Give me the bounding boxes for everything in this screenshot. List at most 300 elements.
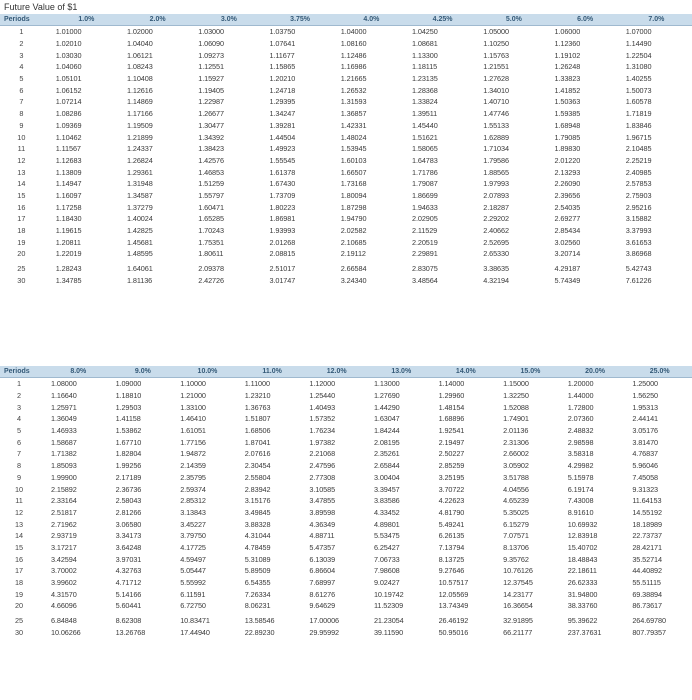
value-cell: 4.66096 [51, 601, 77, 611]
value-cell: 1.53862 [115, 426, 142, 436]
value-cell: 3.05176 [632, 426, 659, 436]
value-cell: 2.57853 [625, 179, 652, 189]
table-row [0, 120, 692, 132]
value-cell: 1.34010 [483, 85, 509, 95]
value-cell: 3.88328 [244, 519, 271, 529]
value-cell: 2.19112 [340, 249, 366, 259]
value-cell: 86.73617 [632, 601, 662, 611]
value-cell: 1.20000 [567, 379, 594, 389]
period-cell: 12 [14, 507, 24, 517]
table-row [0, 401, 692, 413]
value-cell: 2.51017 [269, 264, 296, 274]
value-cell: 1.08286 [55, 109, 82, 119]
value-cell: 3.38635 [483, 264, 509, 274]
value-cell: 1.26677 [198, 109, 224, 119]
table-row [0, 495, 692, 507]
value-cell: 1.13000 [373, 379, 400, 389]
value-cell: 2.26090 [554, 179, 581, 189]
value-cell: 1.34785 [55, 275, 82, 285]
value-cell: 6.11591 [180, 589, 206, 599]
value-cell: 1.72800 [567, 402, 594, 412]
value-cell: 1.34392 [198, 132, 224, 142]
value-cell: 11.52309 [373, 601, 404, 611]
value-cell: 1.03000 [198, 27, 224, 37]
value-cell: 1.84244 [373, 426, 400, 436]
value-cell: 3.51788 [503, 472, 529, 482]
table-row [0, 577, 692, 589]
value-cell: 1.82804 [115, 449, 142, 459]
value-cell: 1.41852 [554, 85, 581, 95]
value-cell: 3.86968 [625, 249, 652, 259]
rate-header: 12.0% [304, 366, 369, 378]
value-cell: 1.42576 [198, 155, 224, 165]
rate-header: 5.0% [478, 14, 549, 26]
value-cell: 2.02905 [411, 214, 438, 224]
value-cell: 1.12683 [55, 155, 82, 165]
value-cell: 18.18989 [632, 519, 662, 529]
value-cell: 6.84848 [51, 616, 77, 626]
value-cell: 1.06121 [126, 50, 153, 60]
rate-header: 14.0% [434, 366, 499, 378]
value-cell: 1.85093 [51, 461, 77, 471]
period-cell: 1 [16, 379, 22, 389]
value-cell: 4.36349 [309, 519, 336, 529]
value-cell: 2.95216 [625, 202, 652, 212]
value-cell: 1.39281 [269, 120, 296, 130]
value-cell: 2.07360 [567, 414, 594, 424]
value-cell: 16.36654 [503, 601, 533, 611]
value-cell: 1.83846 [625, 120, 652, 130]
rate-header: 11.0% [240, 366, 305, 378]
value-cell: 8.13725 [438, 554, 465, 564]
value-cell: 1.05101 [55, 74, 82, 84]
value-cell: 15.40702 [567, 542, 598, 552]
rate-header: 6.0% [549, 14, 620, 26]
value-cell: 1.04250 [411, 27, 438, 37]
value-cell: 2.20519 [411, 237, 438, 247]
value-cell: 1.67430 [269, 179, 296, 189]
table-row [0, 190, 692, 202]
period-cell: 5 [16, 426, 22, 436]
table-row [0, 626, 692, 638]
table-row [0, 96, 692, 108]
period-cell: 3 [16, 402, 22, 412]
value-cell: 3.79750 [180, 531, 206, 541]
value-cell: 1.26532 [340, 85, 367, 95]
value-cell: 1.89830 [554, 144, 581, 154]
value-cell: 12.05569 [438, 589, 469, 599]
value-cell: 10.06266 [51, 627, 81, 637]
period-cell: 25 [14, 616, 24, 626]
value-cell: 38.33760 [567, 601, 598, 611]
value-cell: 1.08681 [411, 39, 438, 49]
page-title: Future Value of $1 [4, 2, 78, 12]
value-cell: 1.27628 [483, 74, 509, 84]
value-cell: 1.21551 [483, 62, 509, 72]
value-cell: 4.76837 [632, 449, 659, 459]
value-cell: 1.37279 [126, 202, 153, 212]
value-cell: 1.02010 [55, 39, 82, 49]
table-row [0, 413, 692, 425]
value-cell: 2.13293 [554, 167, 581, 177]
value-cell: 6.25427 [373, 542, 400, 552]
value-cell: 2.01268 [269, 237, 296, 247]
table-row [0, 518, 692, 530]
value-cell: 69.38894 [632, 589, 662, 599]
value-cell: 2.33164 [51, 496, 77, 506]
value-cell: 5.05447 [180, 566, 206, 576]
rate-header: 13.0% [369, 366, 434, 378]
value-cell: 1.62889 [483, 132, 509, 142]
value-cell: 2.55804 [244, 472, 271, 482]
table-row [0, 378, 692, 390]
table-row [0, 49, 692, 61]
period-cell: 18 [17, 226, 26, 236]
period-cell: 19 [14, 589, 24, 599]
value-cell: 5.14166 [115, 589, 142, 599]
value-cell: 2.65330 [483, 249, 509, 259]
value-cell: 2.83942 [244, 484, 271, 494]
rate-header: 15.0% [498, 366, 563, 378]
table-row [0, 436, 692, 448]
value-cell: 1.71034 [483, 144, 509, 154]
value-cell: 1.66507 [340, 167, 367, 177]
value-cell: 2.69277 [554, 214, 581, 224]
value-cell: 1.40493 [309, 402, 336, 412]
value-cell: 13.26768 [115, 627, 146, 637]
value-cell: 21.23054 [373, 616, 404, 626]
value-cell: 1.44000 [567, 391, 594, 401]
value-cell: 1.07214 [55, 97, 82, 107]
table-row [0, 38, 692, 50]
value-cell: 28.42171 [632, 542, 662, 552]
value-cell: 2.08195 [373, 437, 400, 447]
value-cell: 4.17725 [180, 542, 206, 552]
value-cell: 2.31306 [503, 437, 529, 447]
value-cell: 1.12616 [126, 85, 153, 95]
value-cell: 2.35261 [373, 449, 400, 459]
value-cell: 1.14869 [126, 97, 153, 107]
value-cell: 2.98598 [567, 437, 594, 447]
value-cell: 1.10000 [180, 379, 206, 389]
value-cell: 2.44141 [632, 414, 659, 424]
value-cell: 1.19405 [198, 85, 224, 95]
table-row [0, 178, 692, 190]
value-cell: 2.52695 [483, 237, 509, 247]
value-cell: 2.18287 [483, 202, 509, 212]
value-cell: 3.97031 [115, 554, 142, 564]
value-cell: 17.00006 [309, 616, 340, 626]
value-cell: 3.24340 [340, 275, 367, 285]
value-cell: 1.55797 [198, 190, 224, 200]
value-cell: 1.07000 [625, 27, 652, 37]
value-cell: 1.33100 [180, 402, 206, 412]
value-cell: 1.06090 [198, 39, 224, 49]
value-cell: 3.61653 [625, 237, 652, 247]
value-cell: 1.60578 [625, 97, 652, 107]
rate-header: 1.0% [51, 14, 122, 26]
rate-header: 4.25% [407, 14, 478, 26]
period-cell: 12 [17, 155, 26, 165]
value-cell: 1.11567 [55, 144, 81, 154]
value-cell: 35.52714 [632, 554, 662, 564]
table-header-row [0, 14, 692, 26]
value-cell: 1.25971 [51, 402, 77, 412]
value-cell: 2.02582 [340, 226, 367, 236]
value-cell: 1.15927 [198, 74, 224, 84]
period-cell: 2 [19, 39, 24, 49]
value-cell: 1.23135 [411, 74, 438, 84]
value-cell: 1.14490 [625, 39, 652, 49]
value-cell: 10.19742 [373, 589, 404, 599]
value-cell: 1.13809 [55, 167, 82, 177]
rate-header: 7.0% [621, 14, 692, 26]
value-cell: 1.17166 [126, 109, 153, 119]
value-cell: 17.44940 [180, 627, 210, 637]
value-cell: 3.42594 [51, 554, 77, 564]
value-cell: 8.62308 [115, 616, 142, 626]
value-cell: 1.45440 [411, 120, 438, 130]
value-cell: 1.61051 [180, 426, 206, 436]
value-cell: 3.83586 [373, 496, 400, 506]
value-cell: 1.76234 [309, 426, 336, 436]
period-cell: 18 [14, 578, 24, 588]
table-row [0, 263, 692, 275]
period-cell: 6 [16, 437, 22, 447]
period-cell: 13 [14, 519, 24, 529]
period-cell: 8 [16, 461, 22, 471]
value-cell: 1.46933 [51, 426, 77, 436]
value-cell: 1.22019 [55, 249, 82, 259]
table-row [0, 615, 692, 627]
table-row [0, 143, 692, 155]
value-cell: 3.49845 [244, 507, 271, 517]
table-row [0, 84, 692, 96]
value-cell: 1.25440 [309, 391, 336, 401]
value-cell: 1.57352 [309, 414, 336, 424]
value-cell: 6.72750 [180, 601, 206, 611]
value-cell: 2.21068 [309, 449, 336, 459]
period-cell: 10 [14, 484, 24, 494]
value-cell: 1.22504 [625, 50, 652, 60]
value-cell: 2.48832 [567, 426, 594, 436]
table-row [0, 73, 692, 85]
value-cell: 1.08243 [126, 62, 153, 72]
value-cell: 1.06000 [554, 27, 581, 37]
rate-header: 25.0% [627, 366, 692, 378]
value-cell: 3.13843 [180, 507, 206, 517]
value-cell: 1.87298 [340, 202, 367, 212]
value-cell: 8.13706 [503, 542, 529, 552]
period-cell: 16 [17, 202, 26, 212]
value-cell: 3.37993 [625, 226, 652, 236]
value-cell: 1.04060 [55, 62, 82, 72]
value-cell: 1.55545 [269, 155, 296, 165]
value-cell: 1.49923 [269, 144, 296, 154]
table-row [0, 155, 692, 167]
value-cell: 1.73709 [269, 190, 296, 200]
table-row [0, 600, 692, 612]
value-cell: 1.55133 [483, 120, 509, 130]
value-cell: 9.02427 [373, 578, 400, 588]
value-cell: 1.41158 [115, 414, 141, 424]
value-cell: 1.42825 [126, 226, 153, 236]
value-cell: 3.34173 [115, 531, 142, 541]
value-cell: 14.23177 [503, 589, 533, 599]
value-cell: 1.28368 [411, 85, 438, 95]
value-cell: 1.79586 [483, 155, 509, 165]
value-cell: 1.24718 [269, 85, 296, 95]
value-cell: 4.71712 [115, 578, 142, 588]
value-cell: 1.20811 [55, 237, 81, 247]
value-cell: 1.71786 [411, 167, 438, 177]
value-cell: 4.31044 [244, 531, 271, 541]
rate-header: 3.75% [264, 14, 335, 26]
value-cell: 2.66002 [503, 449, 529, 459]
period-cell: 7 [19, 97, 24, 107]
value-cell: 1.99256 [115, 461, 142, 471]
value-cell: 1.16097 [55, 190, 82, 200]
value-cell: 1.33823 [554, 74, 581, 84]
value-cell: 6.26135 [438, 531, 465, 541]
value-cell: 10.76126 [503, 566, 533, 576]
value-cell: 1.10250 [483, 39, 509, 49]
value-cell: 1.86699 [411, 190, 438, 200]
value-cell: 2.15892 [51, 484, 77, 494]
value-cell: 2.54035 [554, 202, 581, 212]
table-row [0, 425, 692, 437]
value-cell: 1.28243 [55, 264, 82, 274]
value-cell: 1.20210 [269, 74, 296, 84]
table-row [0, 274, 692, 286]
table-body [0, 378, 692, 639]
value-cell: 2.17189 [115, 472, 142, 482]
value-cell: 7.26334 [244, 589, 271, 599]
value-cell: 2.09378 [198, 264, 224, 274]
value-cell: 2.01136 [503, 426, 529, 436]
table-row [0, 507, 692, 519]
value-cell: 3.20714 [554, 249, 581, 259]
value-cell: 1.14000 [438, 379, 465, 389]
value-cell: 1.29503 [115, 402, 142, 412]
value-cell: 4.32194 [483, 275, 509, 285]
value-cell: 2.59374 [180, 484, 206, 494]
value-cell: 807.79357 [632, 627, 666, 637]
value-cell: 7.61226 [625, 275, 652, 285]
value-cell: 264.69780 [632, 616, 666, 626]
period-cell: 6 [19, 85, 24, 95]
value-cell: 4.81790 [438, 507, 465, 517]
period-cell: 17 [14, 566, 24, 576]
value-cell: 10.57517 [438, 578, 469, 588]
value-cell: 3.58318 [567, 449, 594, 459]
value-cell: 1.92541 [438, 426, 465, 436]
value-cell: 1.94872 [180, 449, 206, 459]
value-cell: 1.44504 [269, 132, 296, 142]
value-cell: 5.42743 [625, 264, 652, 274]
value-cell: 1.09273 [198, 50, 224, 60]
period-cell: 20 [14, 601, 24, 611]
value-cell: 1.48024 [340, 132, 367, 142]
value-cell: 1.09000 [115, 379, 142, 389]
value-cell: 1.34587 [126, 190, 153, 200]
value-cell: 26.46192 [438, 616, 469, 626]
value-cell: 1.64061 [126, 264, 153, 274]
value-cell: 39.11590 [373, 627, 404, 637]
table-row [0, 108, 692, 120]
value-cell: 1.01000 [55, 27, 82, 37]
value-cell: 1.75351 [198, 237, 224, 247]
value-cell: 7.07571 [503, 531, 529, 541]
value-cell: 5.55992 [180, 578, 206, 588]
value-cell: 7.06733 [373, 554, 400, 564]
table-row [0, 483, 692, 495]
value-cell: 3.06580 [115, 519, 142, 529]
value-cell: 1.07641 [269, 39, 296, 49]
value-cell: 4.32763 [115, 566, 142, 576]
period-cell: 15 [14, 542, 24, 552]
value-cell: 2.01220 [554, 155, 581, 165]
value-cell: 1.11000 [244, 379, 270, 389]
value-cell: 1.23210 [244, 391, 271, 401]
period-cell: 25 [17, 264, 26, 274]
value-cell: 1.45681 [126, 237, 153, 247]
value-cell: 3.45227 [180, 519, 206, 529]
value-cell: 1.67710 [115, 437, 142, 447]
value-cell: 1.34247 [269, 109, 296, 119]
value-cell: 4.78459 [244, 542, 271, 552]
periods-header: Periods [0, 14, 51, 26]
value-cell: 1.10462 [55, 132, 82, 142]
value-cell: 29.95992 [309, 627, 340, 637]
value-cell: 5.31089 [244, 554, 271, 564]
table-row [0, 248, 692, 260]
value-cell: 1.36857 [340, 109, 367, 119]
value-cell: 9.64629 [309, 601, 336, 611]
value-cell: 44.40892 [632, 566, 662, 576]
value-cell: 4.89801 [373, 519, 400, 529]
value-cell: 1.19102 [554, 50, 581, 60]
value-cell: 1.99900 [51, 472, 77, 482]
value-cell: 1.09369 [55, 120, 82, 130]
value-cell: 237.37631 [567, 627, 602, 637]
value-cell: 1.71382 [51, 449, 77, 459]
period-cell: 15 [17, 190, 26, 200]
value-cell: 3.15882 [625, 214, 652, 224]
value-cell: 1.50363 [554, 97, 581, 107]
value-cell: 1.17258 [55, 202, 82, 212]
value-cell: 2.08815 [269, 249, 296, 259]
value-cell: 1.79085 [554, 132, 581, 142]
value-cell: 5.47357 [309, 542, 336, 552]
value-cell: 4.22623 [438, 496, 465, 506]
value-cell: 1.80611 [198, 249, 224, 259]
value-cell: 1.68948 [554, 120, 581, 130]
value-cell: 1.51807 [244, 414, 271, 424]
value-cell: 5.35025 [503, 507, 529, 517]
value-cell: 1.21665 [340, 74, 367, 84]
value-cell: 2.39656 [554, 190, 581, 200]
value-cell: 66.21177 [503, 627, 533, 637]
period-cell: 30 [17, 275, 26, 285]
table-row [0, 131, 692, 143]
value-cell: 1.04040 [126, 39, 153, 49]
value-cell: 2.30454 [244, 461, 271, 471]
value-cell: 2.85259 [438, 461, 465, 471]
value-cell: 4.33452 [373, 507, 400, 517]
value-cell: 1.19509 [126, 120, 153, 130]
value-cell: 1.16986 [340, 62, 367, 72]
